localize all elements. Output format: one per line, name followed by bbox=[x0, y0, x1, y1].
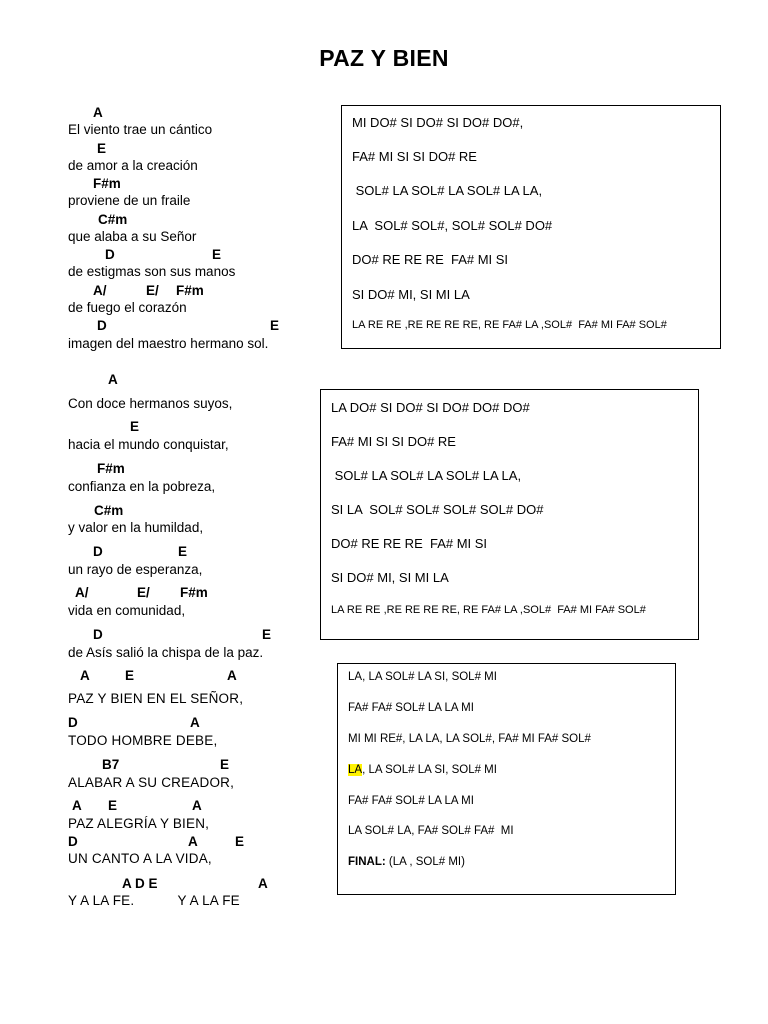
lyrics-column bbox=[0, 0, 320, 1024]
notes-line: SI DO# MI, SI MI LA bbox=[352, 287, 470, 302]
lyric-line: de fuego el corazón bbox=[68, 300, 187, 315]
chord: D bbox=[68, 715, 78, 730]
chord: A bbox=[188, 834, 198, 849]
chord: E bbox=[97, 141, 107, 156]
chord: E bbox=[130, 419, 140, 434]
notes-line: MI MI RE#, LA LA, LA SOL#, FA# MI FA# SOL# bbox=[348, 733, 591, 745]
notes-line: SOL# LA SOL# LA SOL# LA LA, bbox=[331, 468, 522, 483]
notes-line: SI DO# MI, SI MI LA bbox=[331, 570, 449, 585]
chord: E/ bbox=[137, 585, 150, 600]
chord: D bbox=[93, 544, 103, 559]
lyric-line: de estigmas son sus manos bbox=[68, 264, 236, 279]
notes-line: FA# FA# SOL# LA LA MI bbox=[348, 795, 474, 807]
chord: E/ bbox=[146, 283, 159, 298]
chord: B7 bbox=[102, 757, 120, 772]
lyric-line: imagen del maestro hermano sol. bbox=[68, 336, 269, 351]
chord: D bbox=[105, 247, 115, 262]
chord: E bbox=[108, 798, 118, 813]
notes-line: FA# MI SI SI DO# RE bbox=[331, 434, 456, 449]
chord: E bbox=[212, 247, 222, 262]
notes-line: FA# FA# SOL# LA LA MI bbox=[348, 702, 474, 714]
final-notes: (LA , SOL# MI) bbox=[385, 856, 465, 868]
chord: D bbox=[68, 834, 78, 849]
chord: A/ bbox=[93, 283, 107, 298]
lyric-line: de amor a la creación bbox=[68, 158, 198, 173]
notes-box-chorus bbox=[337, 663, 676, 895]
chord: A bbox=[258, 876, 268, 891]
chord: C#m bbox=[94, 503, 124, 518]
chord: E bbox=[220, 757, 230, 772]
highlighted-note: LA bbox=[348, 764, 363, 776]
lyric-line: y valor en la humildad, bbox=[68, 520, 204, 535]
notes-line: FA# MI SI SI DO# RE bbox=[352, 149, 477, 164]
notes-line: LA, LA SOL# LA SI, SOL# MI bbox=[348, 671, 497, 683]
chord: A bbox=[192, 798, 202, 813]
notes-line: LA SOL# SOL#, SOL# SOL# DO# bbox=[352, 218, 553, 233]
chord: A/ bbox=[75, 585, 89, 600]
lyric-line: vida en comunidad, bbox=[68, 603, 186, 618]
chord: A bbox=[190, 715, 200, 730]
chord: A bbox=[227, 668, 237, 683]
notes-line bbox=[348, 764, 497, 776]
lyric-line: UN CANTO A LA VIDA, bbox=[68, 851, 212, 866]
lyric-line: de Asís salió la chispa de la paz. bbox=[68, 645, 264, 660]
chord: A bbox=[80, 668, 90, 683]
song-title: PAZ Y BIEN bbox=[319, 45, 449, 71]
lyric-line: confianza en la pobreza, bbox=[68, 479, 216, 494]
notes-line-rest: , LA SOL# LA SI, SOL# MI bbox=[362, 764, 497, 776]
chord: F#m bbox=[180, 585, 208, 600]
chord: A D E bbox=[122, 876, 158, 891]
chord: C#m bbox=[98, 212, 128, 227]
notes-line: LA SOL# LA, FA# SOL# FA# MI bbox=[348, 825, 514, 837]
notes-line: LA RE RE ,RE RE RE RE, RE FA# LA ,SOL# FA# MI FA# SOL# bbox=[352, 319, 667, 331]
chord: E bbox=[178, 544, 188, 559]
notes-line: MI DO# SI DO# SI DO# DO#, bbox=[352, 115, 524, 130]
lyric-line: TODO HOMBRE DEBE, bbox=[68, 733, 218, 748]
chord: E bbox=[235, 834, 245, 849]
chord: F#m bbox=[97, 461, 125, 476]
chord: D bbox=[97, 318, 107, 333]
lyric-line: El viento trae un cántico bbox=[68, 122, 213, 137]
lyric-line: un rayo de esperanza, bbox=[68, 562, 203, 577]
final-label: FINAL: bbox=[348, 856, 386, 868]
lyric-line: PAZ ALEGRÍA Y BIEN, bbox=[68, 816, 210, 831]
chord: A bbox=[93, 105, 103, 120]
notes-box-verse2 bbox=[320, 389, 699, 640]
lyric-line: que alaba a su Señor bbox=[68, 229, 197, 244]
lyric-line: PAZ Y BIEN EN EL SEÑOR, bbox=[68, 691, 244, 706]
notes-line: DO# RE RE RE FA# MI SI bbox=[331, 536, 488, 551]
chord: D bbox=[93, 627, 103, 642]
notes-line: SOL# LA SOL# LA SOL# LA LA, bbox=[352, 183, 543, 198]
lyric-line: Y A LA FE. Y A LA FE bbox=[68, 893, 240, 908]
notes-line: DO# RE RE RE FA# MI SI bbox=[352, 252, 509, 267]
chord: E bbox=[125, 668, 135, 683]
notes-box-verse1 bbox=[341, 105, 721, 349]
notes-line bbox=[348, 856, 465, 868]
notes-line: LA RE RE ,RE RE RE RE, RE FA# LA ,SOL# FA# MI FA# SOL# bbox=[331, 604, 646, 616]
chord: F#m bbox=[176, 283, 204, 298]
notes-line: SI LA SOL# SOL# SOL# SOL# DO# bbox=[331, 502, 544, 517]
lyric-line: ALABAR A SU CREADOR, bbox=[68, 775, 235, 790]
chord: F#m bbox=[93, 176, 121, 191]
lyric-line: hacia el mundo conquistar, bbox=[68, 437, 229, 452]
lyric-line: proviene de un fraile bbox=[68, 193, 191, 208]
chord: A bbox=[108, 372, 118, 387]
notes-line: LA DO# SI DO# SI DO# DO# DO# bbox=[331, 400, 530, 415]
lyric-line: Con doce hermanos suyos, bbox=[68, 396, 233, 411]
chord: A bbox=[72, 798, 82, 813]
chord: E bbox=[270, 318, 280, 333]
chord: E bbox=[262, 627, 272, 642]
